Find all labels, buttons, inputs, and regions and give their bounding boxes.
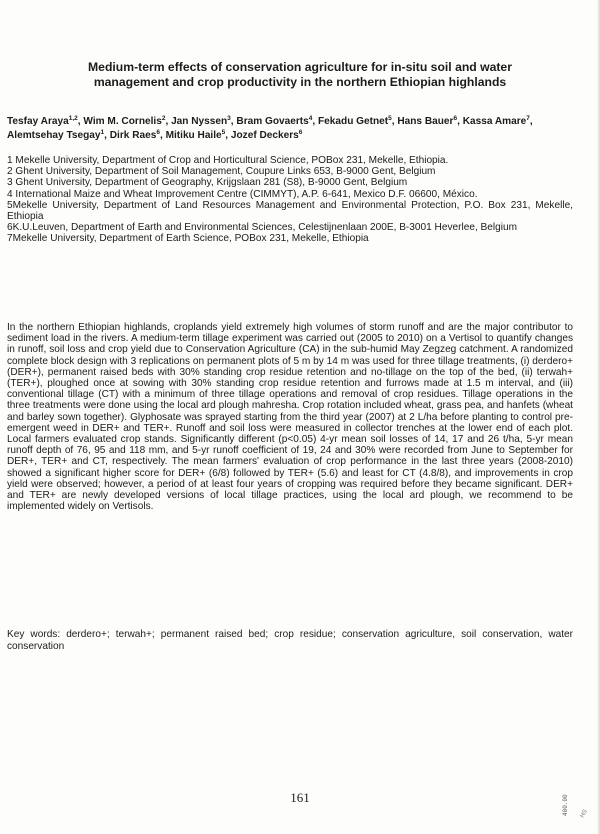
- archive-stamp: [555, 780, 595, 830]
- author-name: Bram Govaerts: [236, 116, 309, 127]
- author-name: Kassa Amare: [462, 116, 527, 127]
- affiliation-item: 7Mekelle University, Department of Earth Science, POBox 231, Mekelle, Ethiopia: [7, 233, 369, 245]
- author-name: Dirk Raes: [109, 130, 157, 141]
- author-name: Jan Nyssen: [171, 116, 228, 127]
- author-affiliation-marker: 4: [308, 115, 313, 122]
- author-name: Tesfay Araya: [7, 116, 69, 127]
- affiliation-item: 4 International Maize and Wheat Improvement Centre (CIMMYT), A.P. 6-641, Mexico D.F. 06600, México.: [7, 188, 478, 200]
- author-affiliation-marker: 2: [161, 115, 166, 122]
- author-affiliation-marker: 6: [298, 129, 303, 136]
- stamp-note: HS: [579, 808, 589, 819]
- author-name: Fekadu Getnet: [318, 116, 389, 127]
- author-affiliation-marker: 1: [100, 129, 105, 136]
- page-number: 161: [290, 790, 310, 805]
- author-affiliation-marker: 5: [221, 129, 226, 136]
- affiliation-item: 2 Ghent University, Department of Soil Management, Coupure Links 653, B-9000 Gent, Belgium: [7, 166, 436, 178]
- keywords: Key words: derdero+; terwah+; permanent raised bed; crop residue; conservation agriculture, soil conservation, water conservation: [7, 629, 573, 652]
- affiliation-item: 3 Ghent University, Department of Geography, Krijgslaan 281 (S8), B-9000 Gent, Belgium: [7, 177, 408, 189]
- author-affiliation-marker: 5: [388, 115, 392, 122]
- author-name: Mitiku Haile: [165, 130, 222, 141]
- author-affiliation-marker: 6: [453, 115, 458, 122]
- affiliation-list: [7, 155, 573, 245]
- affiliation-item: 5Mekelle University, Department of Land Resources Management and Environmental Protection, P.O. Box 231, Mekelle, Ethiopia: [7, 199, 573, 223]
- author-list: Tesfay Araya$^{1,2}$, Wim M. Cornelis$^2$, Jan Nyssen$^3$, Bram Govaerts$^4$, Fekadu Getnet$^5$, Hans Bauer$^6$, Kassa Amare$^7$, Alemtsehay Tsegay$^1$, Dirk Raes$^6$, Mitiku Haile$^5$, Jozef Deckers$^6$: [7, 115, 533, 141]
- stamp-code: 400.00: [562, 794, 569, 816]
- author-affiliation-marker: 1,2: [68, 115, 78, 122]
- author-name: Alemtsehay Tsegay: [7, 130, 101, 141]
- author-name: Jozef Deckers: [230, 130, 299, 141]
- abstract-text: In the northern Ethiopian highlands, croplands yield extremely high volumes of storm runoff and are the major contributor to sediment load in the rivers. A medium-term tillage experiment was carried out (2005 to 2010) on a Vertisol to quantify changes in runoff, soil loss and crop yield due to Conservation Agriculture (CA) in the sub-humid May Zegzeg catchment. A randomized complete block design with 3 replications on permanent plots of 5 m by 14 m was used for three tillage treatments, (i) derdero+ (DER+), permanent raised beds with 30% standing crop residue retention and no-tillage on the top of the bed, (ii) terwah+ (TER+), ploughed once at sowing with 30% standing crop residue retention and furrows made at 1.5 m interval, and (iii) conventional tillage (CT) with a minimum of three tillage operations and removal of crop residues. Tillage operations in the three treatments were done using the local ard plough mahresha. Crop rotation included wheat, grass pea, and hanfets (wheat and barley sown together). Glyphosate was sprayed starting from the third year (2007) at 2 L/ha before planting to control pre-emergent weed in DER+ and TER+. Runoff and soil loss were measured in collector trenches at the lower end of each plot. Local farmers evaluated crop stands. Significantly different (p<0.05) 4-yr mean soil losses of 14, 17 and 26 t/ha, 5-yr mean runoff depth of 76, 95 and 118 mm, and 5-yr runoff coefficient of 19, 24 and 30% were recorded from June to September for DER+, TER+ and CT, respectively. The mean farmers' evaluation of crop performance in the last three years (2008-2010) showed a significant higher score for DER+ (6/8) followed by TER+ (5.6) and least for CT (4.8/8), and improvements in crop yield were observed; however, a period of at least four years of cropping was required before they became significant. DER+ and TER+ are newly developed versions of local tillage practices, using the local ard plough, we recommend to be implemented widely on Vertisols.: [7, 322, 573, 513]
- author-affiliation-marker: 7: [526, 115, 530, 122]
- affiliation-item: 1 Mekelle University, Department of Crop and Horticultural Science, POBox 231, Mekelle, Ethiopia.: [7, 155, 449, 166]
- paper-title-line-1: Medium-term effects of conservation agriculture for in-situ soil and water: [88, 60, 512, 74]
- paper-title-line-2: management and crop productivity in the northern Ethiopian highlands: [93, 75, 507, 89]
- paper-title: [20, 60, 580, 90]
- affiliation-item: 6K.U.Leuven, Department of Earth and Environmental Sciences, Celestijnenlaan 200E, B-3001 Heverlee, Belgium: [7, 222, 518, 234]
- author-name: Wim M. Cornelis: [83, 116, 162, 127]
- author-name: Hans Bauer: [397, 116, 454, 127]
- author-affiliation-marker: 3: [227, 115, 231, 122]
- author-affiliation-marker: 6: [156, 129, 160, 136]
